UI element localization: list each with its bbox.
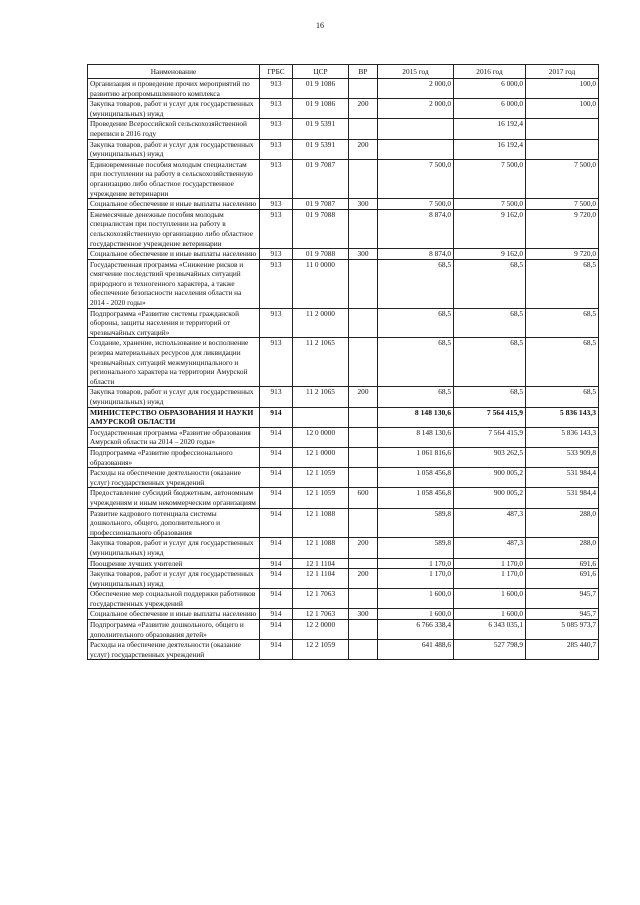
row-name: Социальное обеспечение и иные выплаты населению [88, 609, 260, 620]
row-value-2017: 533 909,8 [526, 447, 599, 467]
row-value-2017: 7 500,0 [526, 159, 599, 198]
row-name: Создание, хранение, использование и восполнение резерва материальных ресурсов для ликвидации чрезвычайных ситуаций межмуниципального и регионального характера на территории Амурской области [88, 338, 260, 387]
row-name: Социальное обеспечение и иные выплаты населению [88, 249, 260, 260]
row-name: Единовременные пособия молодым специалистам при поступлении на работу в сельскохозяйственную организацию либо областное государственное учреждение ветеринарии [88, 159, 260, 198]
table-row [88, 468, 599, 488]
row-value-2017 [526, 119, 599, 139]
row-vr: 300 [349, 609, 378, 620]
row-value-2015: 68,5 [378, 308, 454, 338]
row-name: Расходы на обеспечение деятельности (оказание услуг) государственных учреждений [88, 468, 260, 488]
header-csr: ЦСР [293, 65, 349, 79]
row-vr: 200 [349, 99, 378, 119]
row-csr: 01 9 7088 [293, 249, 349, 260]
row-value-2017: 100,0 [526, 99, 599, 119]
row-vr [349, 558, 378, 569]
row-vr: 200 [349, 538, 378, 558]
row-value-2016: 6 000,0 [454, 99, 526, 119]
row-grbs: 914 [260, 558, 293, 569]
table-row [88, 589, 599, 609]
row-value-2016: 527 798,9 [454, 640, 526, 660]
row-value-2017: 100,0 [526, 79, 599, 99]
row-value-2017: 531 984,4 [526, 468, 599, 488]
table-row [88, 387, 599, 407]
row-value-2016: 1 600,0 [454, 609, 526, 620]
row-value-2017: 288,0 [526, 538, 599, 558]
row-value-2016: 903 262,5 [454, 447, 526, 467]
row-vr: 600 [349, 488, 378, 508]
row-grbs: 913 [260, 99, 293, 119]
row-grbs: 914 [260, 609, 293, 620]
row-csr: 12 1 1088 [293, 538, 349, 558]
row-csr: 11 0 0000 [293, 259, 349, 308]
row-grbs: 914 [260, 569, 293, 589]
row-value-2015: 68,5 [378, 259, 454, 308]
row-csr: 01 9 7087 [293, 159, 349, 198]
header-2015: 2015 год [378, 65, 454, 79]
table-row [88, 199, 599, 210]
table-row [88, 569, 599, 589]
row-csr: 12 1 1059 [293, 488, 349, 508]
row-grbs: 913 [260, 387, 293, 407]
row-vr [349, 508, 378, 538]
table-row [88, 488, 599, 508]
row-value-2017: 945,7 [526, 589, 599, 609]
row-value-2016: 1 170,0 [454, 569, 526, 589]
row-grbs: 914 [260, 640, 293, 660]
row-grbs: 913 [260, 259, 293, 308]
row-name: Закупка товаров, работ и услуг для государственных (муниципальных) нужд [88, 387, 260, 407]
row-value-2016: 16 192,4 [454, 119, 526, 139]
row-name: Закупка товаров, работ и услуг для государственных (муниципальных) нужд [88, 569, 260, 589]
row-csr: 11 2 1065 [293, 387, 349, 407]
row-vr [349, 159, 378, 198]
row-vr: 300 [349, 249, 378, 260]
row-vr [349, 209, 378, 248]
header-vr: ВР [349, 65, 378, 79]
row-csr: 12 1 7063 [293, 609, 349, 620]
row-grbs: 913 [260, 249, 293, 260]
row-value-2016: 6 000,0 [454, 79, 526, 99]
row-grbs: 914 [260, 620, 293, 640]
budget-table [87, 64, 599, 660]
row-value-2016: 900 005,2 [454, 468, 526, 488]
row-vr: 200 [349, 387, 378, 407]
row-grbs: 913 [260, 209, 293, 248]
row-grbs: 914 [260, 468, 293, 488]
row-value-2016: 6 343 035,1 [454, 620, 526, 640]
row-value-2015: 1 170,0 [378, 569, 454, 589]
row-value-2017: 691,6 [526, 569, 599, 589]
row-name: Социальное обеспечение и иные выплаты населению [88, 199, 260, 210]
header-2017: 2017 год [526, 65, 599, 79]
header-grbs: ГРБС [260, 65, 293, 79]
row-value-2016: 487,3 [454, 508, 526, 538]
table-row [88, 640, 599, 660]
row-value-2017: 7 500,0 [526, 199, 599, 210]
row-name: Закупка товаров, работ и услуг для государственных (муниципальных) нужд [88, 139, 260, 159]
row-grbs: 913 [260, 308, 293, 338]
row-value-2015: 589,8 [378, 508, 454, 538]
table-row [88, 249, 599, 260]
header-name: Наименование [88, 65, 260, 79]
row-value-2017: 945,7 [526, 609, 599, 620]
table-row [88, 609, 599, 620]
row-vr [349, 468, 378, 488]
row-name: Подпрограмма «Развитие дошкольного, общего и дополнительного образования детей» [88, 620, 260, 640]
table-row [88, 558, 599, 569]
row-value-2015: 2 000,0 [378, 79, 454, 99]
row-value-2016: 487,3 [454, 538, 526, 558]
row-value-2016: 16 192,4 [454, 139, 526, 159]
row-grbs: 913 [260, 199, 293, 210]
row-value-2016: 9 162,0 [454, 249, 526, 260]
row-csr: 12 1 7063 [293, 589, 349, 609]
row-value-2017: 68,5 [526, 338, 599, 387]
row-value-2015: 1 058 456,8 [378, 468, 454, 488]
row-grbs: 914 [260, 447, 293, 467]
row-value-2017 [526, 139, 599, 159]
table-row [88, 159, 599, 198]
row-grbs: 914 [260, 538, 293, 558]
row-grbs: 913 [260, 139, 293, 159]
row-vr: 200 [349, 139, 378, 159]
row-value-2017: 9 720,0 [526, 209, 599, 248]
row-grbs: 914 [260, 488, 293, 508]
row-vr [349, 79, 378, 99]
row-grbs: 913 [260, 79, 293, 99]
header-2016: 2016 год [454, 65, 526, 79]
row-value-2017: 288,0 [526, 508, 599, 538]
row-value-2015: 7 500,0 [378, 159, 454, 198]
row-csr: 12 1 1088 [293, 508, 349, 538]
row-vr [349, 338, 378, 387]
row-vr: 300 [349, 199, 378, 210]
row-grbs: 914 [260, 589, 293, 609]
row-name: Государственная программа «Развитие образования Амурской области на 2014 – 2020 годы» [88, 427, 260, 447]
row-value-2016: 9 162,0 [454, 209, 526, 248]
table-body [88, 79, 599, 660]
table-row [88, 139, 599, 159]
row-value-2016: 7 564 415,9 [454, 407, 526, 427]
row-vr [349, 427, 378, 447]
row-value-2015: 8 874,0 [378, 209, 454, 248]
row-grbs: 914 [260, 427, 293, 447]
row-value-2015 [378, 139, 454, 159]
row-value-2017: 68,5 [526, 308, 599, 338]
row-vr [349, 407, 378, 427]
row-csr: 12 0 0000 [293, 427, 349, 447]
row-value-2015: 589,8 [378, 538, 454, 558]
row-grbs: 914 [260, 407, 293, 427]
row-vr [349, 620, 378, 640]
row-name: Обеспечение мер социальной поддержки работников государственных учреждений [88, 589, 260, 609]
row-name: Ежемесячные денежные пособия молодым специалистам при поступлении на работу в сельскохозяйственную организацию либо областное государственное учреждение ветеринарии [88, 209, 260, 248]
row-value-2017: 5 085 973,7 [526, 620, 599, 640]
table-row [88, 338, 599, 387]
row-csr: 01 9 1086 [293, 99, 349, 119]
row-value-2015: 1 600,0 [378, 609, 454, 620]
table-header-row [88, 65, 599, 79]
table-row [88, 99, 599, 119]
row-name: Развитие кадрового потенциала системы дошкольного, общего, дополнительного и профессионального образования [88, 508, 260, 538]
row-name: МИНИСТЕРСТВО ОБРАЗОВАНИЯ И НАУКИ АМУРСКОЙ ОБЛАСТИ [88, 407, 260, 427]
row-grbs: 913 [260, 338, 293, 387]
row-value-2015: 68,5 [378, 338, 454, 387]
row-value-2015: 68,5 [378, 387, 454, 407]
row-csr: 11 2 0000 [293, 308, 349, 338]
row-value-2016: 7 564 415,9 [454, 427, 526, 447]
row-value-2015: 8 148 130,6 [378, 427, 454, 447]
row-grbs: 914 [260, 508, 293, 538]
table-row [88, 308, 599, 338]
row-value-2015 [378, 119, 454, 139]
table-row [88, 447, 599, 467]
table-row [88, 79, 599, 99]
table-row [88, 620, 599, 640]
row-value-2016: 1 170,0 [454, 558, 526, 569]
row-csr: 12 1 1059 [293, 468, 349, 488]
row-vr [349, 589, 378, 609]
row-name: Закупка товаров, работ и услуг для государственных (муниципальных) нужд [88, 99, 260, 119]
row-value-2017: 68,5 [526, 259, 599, 308]
row-name: Расходы на обеспечение деятельности (оказание услуг) государственных учреждений [88, 640, 260, 660]
row-value-2016: 7 500,0 [454, 159, 526, 198]
table-row [88, 427, 599, 447]
row-value-2016: 900 005,2 [454, 488, 526, 508]
row-value-2016: 68,5 [454, 308, 526, 338]
row-name: Закупка товаров, работ и услуг для государственных (муниципальных) нужд [88, 538, 260, 558]
page-number: 16 [316, 21, 324, 30]
row-value-2015: 2 000,0 [378, 99, 454, 119]
row-value-2017: 5 836 143,3 [526, 407, 599, 427]
row-value-2015: 7 500,0 [378, 199, 454, 210]
table-row [88, 119, 599, 139]
row-csr: 01 9 7088 [293, 209, 349, 248]
table-row [88, 508, 599, 538]
row-csr: 12 2 0000 [293, 620, 349, 640]
row-value-2016: 1 600,0 [454, 589, 526, 609]
row-csr: 01 9 5391 [293, 119, 349, 139]
row-value-2015: 641 488,6 [378, 640, 454, 660]
row-name: Подпрограмма «Развитие системы гражданской обороны, защиты населения и территорий от чрезвычайных ситуаций» [88, 308, 260, 338]
row-csr: 12 1 0000 [293, 447, 349, 467]
row-value-2015: 6 766 338,4 [378, 620, 454, 640]
row-value-2016: 7 500,0 [454, 199, 526, 210]
row-value-2017: 68,5 [526, 387, 599, 407]
row-grbs: 913 [260, 119, 293, 139]
table-row [88, 259, 599, 308]
row-csr: 01 9 1086 [293, 79, 349, 99]
table-row [88, 538, 599, 558]
row-csr: 11 2 1065 [293, 338, 349, 387]
ministry-row [88, 407, 599, 427]
row-vr [349, 259, 378, 308]
row-value-2016: 68,5 [454, 259, 526, 308]
row-value-2017: 531 984,4 [526, 488, 599, 508]
row-vr: 200 [349, 569, 378, 589]
table-row [88, 209, 599, 248]
row-value-2016: 68,5 [454, 387, 526, 407]
row-vr [349, 308, 378, 338]
row-vr [349, 447, 378, 467]
row-name: Организация и проведение прочих мероприятий по развитию агропромышленного комплекса [88, 79, 260, 99]
row-value-2015: 1 058 456,8 [378, 488, 454, 508]
row-value-2017: 5 836 143,3 [526, 427, 599, 447]
row-csr: 12 1 1104 [293, 569, 349, 589]
row-value-2015: 8 148 130,6 [378, 407, 454, 427]
row-csr: 01 9 7087 [293, 199, 349, 210]
row-value-2015: 8 874,0 [378, 249, 454, 260]
row-name: Подпрограмма «Развитие профессионального образования» [88, 447, 260, 467]
row-name: Поощрение лучших учителей [88, 558, 260, 569]
row-value-2015: 1 600,0 [378, 589, 454, 609]
row-value-2017: 9 720,0 [526, 249, 599, 260]
row-value-2016: 68,5 [454, 338, 526, 387]
row-value-2017: 285 440,7 [526, 640, 599, 660]
row-csr: 12 2 1059 [293, 640, 349, 660]
row-grbs: 913 [260, 159, 293, 198]
row-name: Проведение Всероссийской сельскохозяйственной переписи в 2016 году [88, 119, 260, 139]
row-name: Предоставление субсидий бюджетным, автономным учреждениям и иным некоммерческим организациям [88, 488, 260, 508]
row-csr [293, 407, 349, 427]
row-name: Государственная программа «Снижение рисков и смягчение последствий чрезвычайных ситуаций природного и техногенного характера, а также обеспечение безопасности населения области на 2014 - 2020 годы» [88, 259, 260, 308]
row-csr: 01 9 5391 [293, 139, 349, 159]
row-value-2015: 1 061 816,6 [378, 447, 454, 467]
row-vr [349, 640, 378, 660]
row-csr: 12 1 1104 [293, 558, 349, 569]
row-vr [349, 119, 378, 139]
row-value-2015: 1 170,0 [378, 558, 454, 569]
row-value-2017: 691,6 [526, 558, 599, 569]
